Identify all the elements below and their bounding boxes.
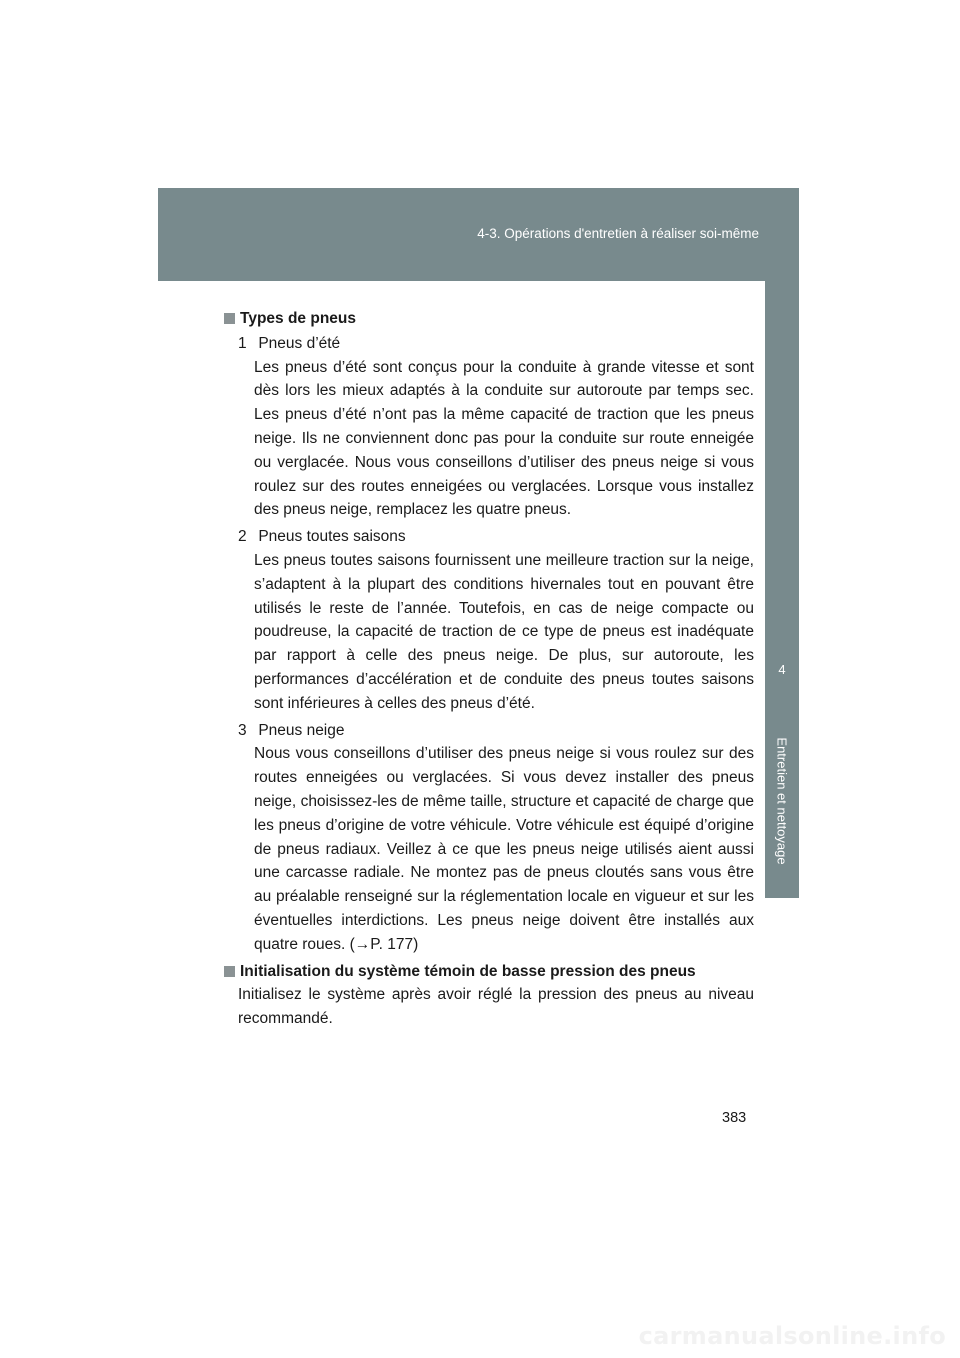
list-item-number: 3 bbox=[238, 721, 247, 739]
chapter-header-band bbox=[158, 188, 799, 281]
chapter-section-title: 4-3. Opérations d'entretien à réaliser soi-même bbox=[477, 226, 759, 241]
chapter-label: Entretien et nettoyage bbox=[774, 737, 790, 865]
square-bullet-icon bbox=[224, 966, 235, 977]
list-item-title-text: Pneus toutes saisons bbox=[258, 528, 406, 546]
list-item-number: 2 bbox=[238, 528, 247, 546]
side-tab-number-box bbox=[765, 646, 799, 704]
section-heading-text: Types de pneus bbox=[240, 310, 356, 327]
square-bullet-icon bbox=[224, 313, 235, 324]
section-body: Initialisez le système après avoir réglé la pression des pneus au niveau recommandé. bbox=[238, 986, 754, 1028]
list-item-number: 1 bbox=[238, 334, 247, 352]
list-item-body: Les pneus toutes saisons fournissent une meilleure traction sur la neige, s’adaptent à la plupart des conditions hivernales tout en pouvant être utilisés le reste de l’année. Toutefois, en cas de neige compacte ou poudreuse, la capacité de traction de ce type de pneus est inadéquate par rapport à celle des pneus neige. De plus, sur autoroute, les performances d’accélération et de conduite des pneus toutes saisons sont inférieures à celles des pneus d’été. bbox=[254, 551, 754, 712]
list-item-body: Nous vous conseillons d’utiliser des pneus neige si vous roulez sur des routes enneigées ou verglacées. Si vous devez installer des pneus neige, choisissez-les de même taille, structure et capacité de charge que les pneus d’origine de votre véhicule. Votre véhicule est équipé d’origine de pneus radiaux. Veillez à ce que les pneus neige utilisés aient aussi une carcasse radiale. Ne montez pas de pneus cloutés sans vous être au préalable renseigné sur la réglementation locale en vigueur et sur les éventuelles interdictions. Les pneus neige doivent être installés aux quatre roues. (→P. 177) bbox=[254, 745, 754, 953]
page-number: 383 bbox=[722, 1110, 747, 1126]
list-item-title-text: Pneus neige bbox=[258, 721, 345, 739]
chapter-number: 4 bbox=[778, 662, 786, 677]
list-item-title-text: Pneus d’été bbox=[258, 334, 341, 352]
section-heading bbox=[224, 307, 754, 331]
list-item-body: Les pneus d’été sont conçus pour la conduite à grande vitesse et sont dès lors les mieux adaptés à la conduite sur autoroute par temps sec. Les pneus d’été n’ont pas la même capacité de traction que les pneus neige. Ils ne conviennent donc pas pour la conduite sur route enneigée ou verglacée. Nous vous conseillons d’utiliser des pneus neige si vous roulez sur des routes enneigées ou verglacées. Lorsque vous installez des pneus neige, remplacez les quatre pneus. bbox=[254, 358, 754, 519]
list-item-title bbox=[224, 332, 754, 356]
section-heading bbox=[224, 960, 754, 984]
list-item-title bbox=[224, 719, 754, 743]
page-content bbox=[224, 307, 754, 1031]
side-tab-upper bbox=[765, 281, 799, 646]
side-tab-label-box bbox=[765, 704, 799, 898]
section-heading-text: Initialisation du système témoin de basse pression des pneus bbox=[240, 962, 696, 980]
list-item-title bbox=[224, 525, 754, 549]
watermark: carmanualsonline.info bbox=[638, 1322, 946, 1350]
